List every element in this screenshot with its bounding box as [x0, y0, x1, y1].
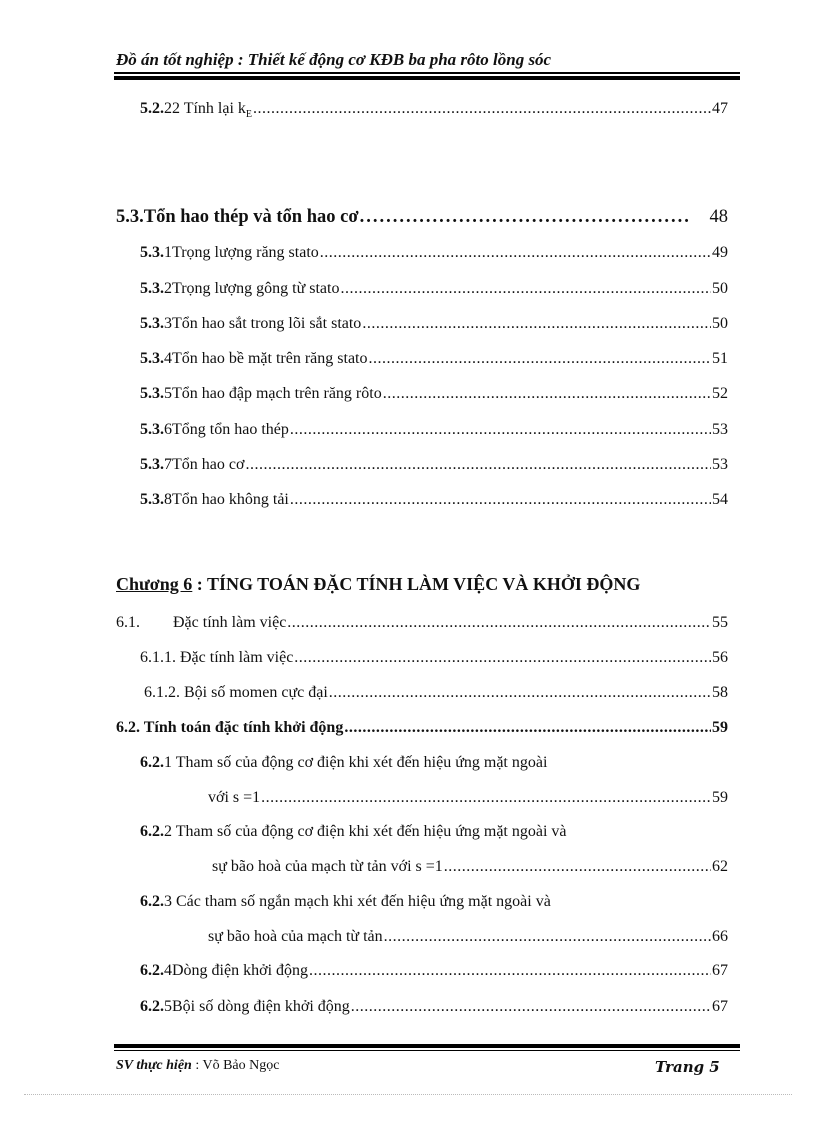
toc-entry-page: 62 [712, 858, 728, 875]
toc-entry-5-3-5[interactable]: 5.3. 5 Tổn hao đập mạch trên răng rôto ..... 52 [140, 385, 728, 403]
toc-entry-label: Tổn hao bề mặt trên răng stato [172, 350, 368, 367]
toc-entry-page: 67 [712, 998, 728, 1015]
toc-section-label: 6.2. Tính toán đặc tính khởi động [116, 719, 344, 736]
toc-entry-label: Tham số của động cơ điện khi xét đến hiệu ứng mặt ngoài và [172, 823, 567, 840]
toc-entry-page: 66 [712, 928, 728, 945]
toc-entry-5-3-6[interactable]: 5.3. 6 Tổng tổn hao thép ..... 53 [140, 421, 728, 439]
toc-entry-label: Tổn hao không tải [172, 491, 289, 508]
toc-entry-6-2-3-line1[interactable]: 6.2.3 Các tham số ngắn mạch khi xét đến hiệu ứng mặt ngoài và [140, 893, 551, 910]
toc-entry-label: Tổn hao sắt trong lõi sắt stato [172, 315, 362, 332]
toc-entry-5-3-3[interactable]: 5.3. 3 Tổn hao sắt trong lõi sắt stato ..... 50 [140, 315, 728, 333]
toc-entry-label: Dòng điện khởi động [172, 962, 309, 979]
header-rule-thick [114, 76, 740, 80]
toc-entry-label: Các tham số ngắn mạch khi xét đến hiệu ứng mặt ngoài và [172, 893, 551, 910]
toc-entry-page: 52 [712, 385, 728, 402]
toc-entry-label: Tổn hao cơ [172, 456, 245, 473]
toc-section-label: Tổn hao thép và tổn hao cơ [143, 207, 359, 227]
toc-section-6-1[interactable] [116, 614, 728, 632]
toc-section-page: 55 [712, 614, 728, 631]
toc-entry-6-2-1-line1[interactable]: 6.2.1 Tham số của động cơ điện khi xét đến hiệu ứng mặt ngoài [140, 754, 548, 771]
toc-section-number: 6.1. [116, 614, 140, 631]
toc-entry-label: Trọng lượng gông từ stato [172, 280, 340, 297]
toc-entry-page: 67 [712, 962, 728, 979]
toc-entry-page: 47 [712, 100, 728, 117]
toc-section-page: 59 [712, 719, 728, 736]
toc-section-6-2[interactable] [116, 719, 728, 737]
toc-entry-5-2-22[interactable] [140, 100, 728, 120]
toc-entry-6-2-1-line2[interactable] [208, 789, 728, 807]
footer-page-number: Trang 5 [655, 1058, 720, 1076]
footer-author-name: Võ Bảo Ngọc [202, 1058, 280, 1073]
toc-section-5-3[interactable] [116, 207, 728, 228]
toc-entry-page: 49 [712, 244, 728, 261]
toc-entry-label: Bội số dòng điện khởi động [172, 998, 350, 1015]
chapter-label: Chương 6 [116, 574, 193, 594]
toc-entry-page: 51 [712, 350, 728, 367]
toc-entry-label-cont: sự bão hoà của mạch từ tản với s =1 [212, 858, 443, 875]
toc-entry-6-2-2-line2[interactable] [212, 858, 728, 876]
toc-entry-5-3-1[interactable]: 5.3. 1 Trọng lượng răng stato ..... 49 [140, 244, 728, 262]
chapter-title: : TÍNG TOÁN ĐẶC TÍNH LÀM VIỆC VÀ KHỞI ĐỘNG [192, 574, 641, 594]
toc-section-number: 5.3. [116, 207, 144, 227]
toc-entry-label-cont: sự bão hoà của mạch từ tản [208, 928, 383, 945]
toc-entry-6-2-4[interactable]: 6.2. 4 Dòng điện khởi động ..... 67 [140, 962, 728, 980]
toc-entry-6-2-5[interactable]: 6.2. 5 Bội số dòng điện khởi động ..... 67 [140, 998, 728, 1016]
toc-entry-5-3-2[interactable]: 5.3. 2 Trọng lượng gông từ stato ..... 50 [140, 280, 728, 298]
toc-section-label: Đặc tính làm việc [173, 614, 287, 631]
chapter-6-heading[interactable] [116, 574, 640, 595]
toc-section-page: 48 [709, 207, 728, 227]
header-rule-thin [114, 72, 740, 74]
toc-entry-label: 6.1.1. Đặc tính làm việc [140, 649, 294, 666]
toc-entry-page: 56 [712, 649, 728, 666]
toc-leader-dots [360, 207, 691, 228]
page-bottom-border [24, 1094, 792, 1095]
toc-entry-page: 54 [712, 491, 728, 508]
footer-rule-thin [114, 1050, 740, 1051]
toc-entry-label: Trọng lượng răng stato [172, 244, 319, 261]
toc-entry-number: 5.2. [140, 100, 164, 117]
footer-rule-thick [114, 1044, 740, 1048]
toc-entry-label: 6.1.2. Bội số momen cực đại [144, 684, 328, 701]
toc-entry-5-3-7[interactable]: 5.3. 7 Tổn hao cơ ..... 53 [140, 456, 728, 474]
toc-entry-6-1-1[interactable] [140, 649, 728, 667]
toc-entry-page: 50 [712, 280, 728, 297]
toc-entry-label: Tham số của động cơ điện khi xét đến hiệu ứng mặt ngoài [172, 754, 548, 771]
toc-entry-5-3-4[interactable]: 5.3. 4 Tổn hao bề mặt trên răng stato ..... 51 [140, 350, 728, 368]
toc-entry-page: 53 [712, 456, 728, 473]
toc-entry-6-1-2[interactable] [144, 684, 728, 702]
toc-entry-label: 22 Tính lại $k_E$ [164, 100, 253, 121]
toc-entry-label: Tổn hao đập mạch trên răng rôto [172, 385, 382, 402]
page-header-title: Đồ án tốt nghiệp : Thiết kế động cơ KĐB ba pha rôto lồng sóc [116, 50, 552, 69]
toc-entry-6-2-3-line2[interactable] [208, 928, 728, 946]
toc-entry-6-2-2-line1[interactable]: 6.2.2 Tham số của động cơ điện khi xét đến hiệu ứng mặt ngoài và [140, 823, 567, 840]
toc-entry-page: 53 [712, 421, 728, 438]
toc-entry-label-cont: với s =1 [208, 789, 261, 806]
toc-entry-label: Tổng tổn hao thép [172, 421, 289, 438]
toc-leader-dots [253, 100, 711, 118]
toc-entry-page: 50 [712, 315, 728, 332]
toc-entry-page: 59 [712, 789, 728, 806]
toc-entry-page: 58 [712, 684, 728, 701]
footer-author-label: SV thực hiện [116, 1058, 192, 1073]
footer-author: SV thực hiện : Võ Bảo Ngọc [116, 1058, 280, 1073]
toc-entry-5-3-8[interactable]: 5.3. 8 Tổn hao không tải ..... 54 [140, 491, 728, 509]
